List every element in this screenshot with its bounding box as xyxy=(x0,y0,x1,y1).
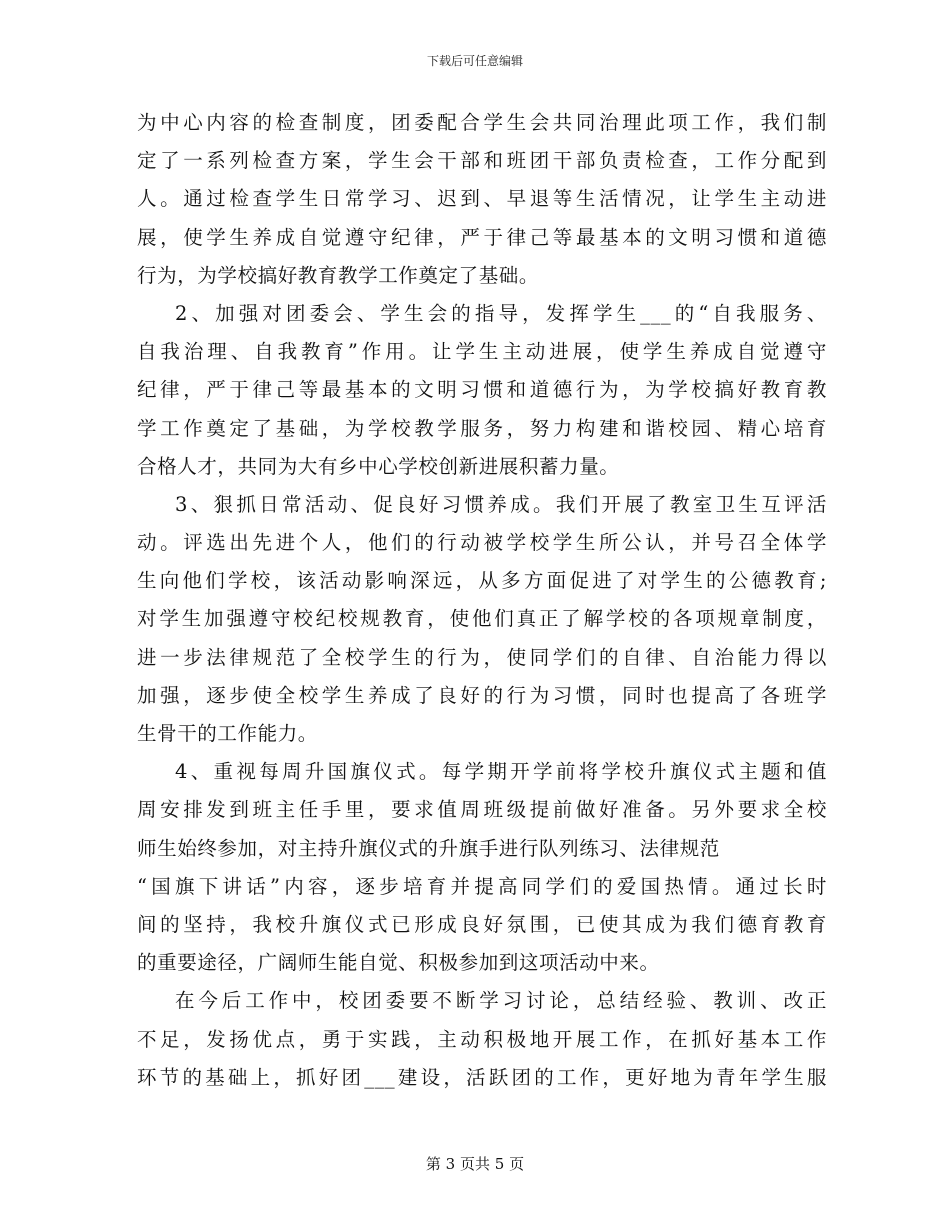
text-line: 合格人才，共同为大有乡中心学校创新进展积蓄力量。 xyxy=(137,454,620,478)
text-line: 不足，发扬优点，勇于实践，主动积极地开展工作，在抓好基本工作 xyxy=(137,1027,827,1051)
text-line: 对学生加强遵守校纪校规教育，使他们真正了解学校的各项规章制度， xyxy=(137,607,827,631)
text-line: 生向他们学校，该活动影响深远，从多方面促进了对学生的公德教育; xyxy=(137,569,827,593)
text-line: 人。通过检查学生日常学习、迟到、早退等生活情况，让学生主动进 xyxy=(137,187,827,211)
text-line: 展，使学生养成自觉遵守纪律，严于律己等最基本的文明习惯和道德 xyxy=(137,225,827,249)
text-line: 定了一系列检查方案，学生会干部和班团干部负责检查，工作分配到 xyxy=(137,149,827,173)
text-line: 师生始终参加，对主持升旗仪式的升旗手进行队列练习、法律规范 xyxy=(137,836,720,860)
page-footer: 第 3 页共 5 页 xyxy=(425,1155,525,1173)
text-line: 生骨干的工作能力。 xyxy=(137,722,318,745)
text-line: 加强，逐步使全校学生养成了良好的行为习惯，同时也提高了各班学 xyxy=(137,683,827,707)
text-line: 在今后工作中，校团委要不断学习讨论，总结经验、教训、改正 xyxy=(175,989,827,1013)
text-line: 学工作奠定了基础，为学校教学服务，努力构建和谐校园、精心培育 xyxy=(137,416,827,440)
text-line: 行为，为学校搞好教育教学工作奠定了基础。 xyxy=(137,263,540,287)
body-text xyxy=(137,104,827,1097)
text-line: 为中心内容的检查制度，团委配合学生会共同治理此项工作，我们制 xyxy=(137,111,827,134)
text-line: 动。评选出先进个人，他们的行动被学校学生所公认，并号召全体学 xyxy=(137,531,827,555)
text-line: 周安排发到班主任手里，要求值周班级提前做好准备。另外要求全校 xyxy=(137,798,827,822)
page-header: 下载后可任意编辑 xyxy=(426,54,523,68)
text-line: 2、加强对团委会、学生会的指导，发挥学生___的“自我服务、 xyxy=(175,301,827,325)
text-line: “国旗下讲话”内容，逐步培育并提高同学们的爱国热情。通过长时 xyxy=(137,874,827,898)
text-line: 进一步法律规范了全校学生的行为，使同学们的自律、自治能力得以 xyxy=(137,645,827,669)
text-line: 间的坚持，我校升旗仪式已形成良好氛围，已使其成为我们德育教育 xyxy=(137,912,827,936)
text-line: 自我治理、自我教育”作用。让学生主动进展，使学生养成自觉遵守 xyxy=(137,340,827,364)
text-line: 的重要途径，广阔师生能自觉、积极参加到这项活动中来。 xyxy=(137,951,660,975)
text-line: 4、重视每周升国旗仪式。每学期开学前将学校升旗仪式主题和值 xyxy=(175,760,827,784)
text-line: 纪律，严于律己等最基本的文明习惯和道德行为，为学校搞好教育教 xyxy=(137,378,827,402)
text-line: 3、狠抓日常活动、促良好习惯养成。我们开展了教室卫生互评活 xyxy=(175,492,827,516)
text-line: 环节的基础上，抓好团___建设，活跃团的工作，更好地为青年学生服 xyxy=(137,1065,827,1089)
